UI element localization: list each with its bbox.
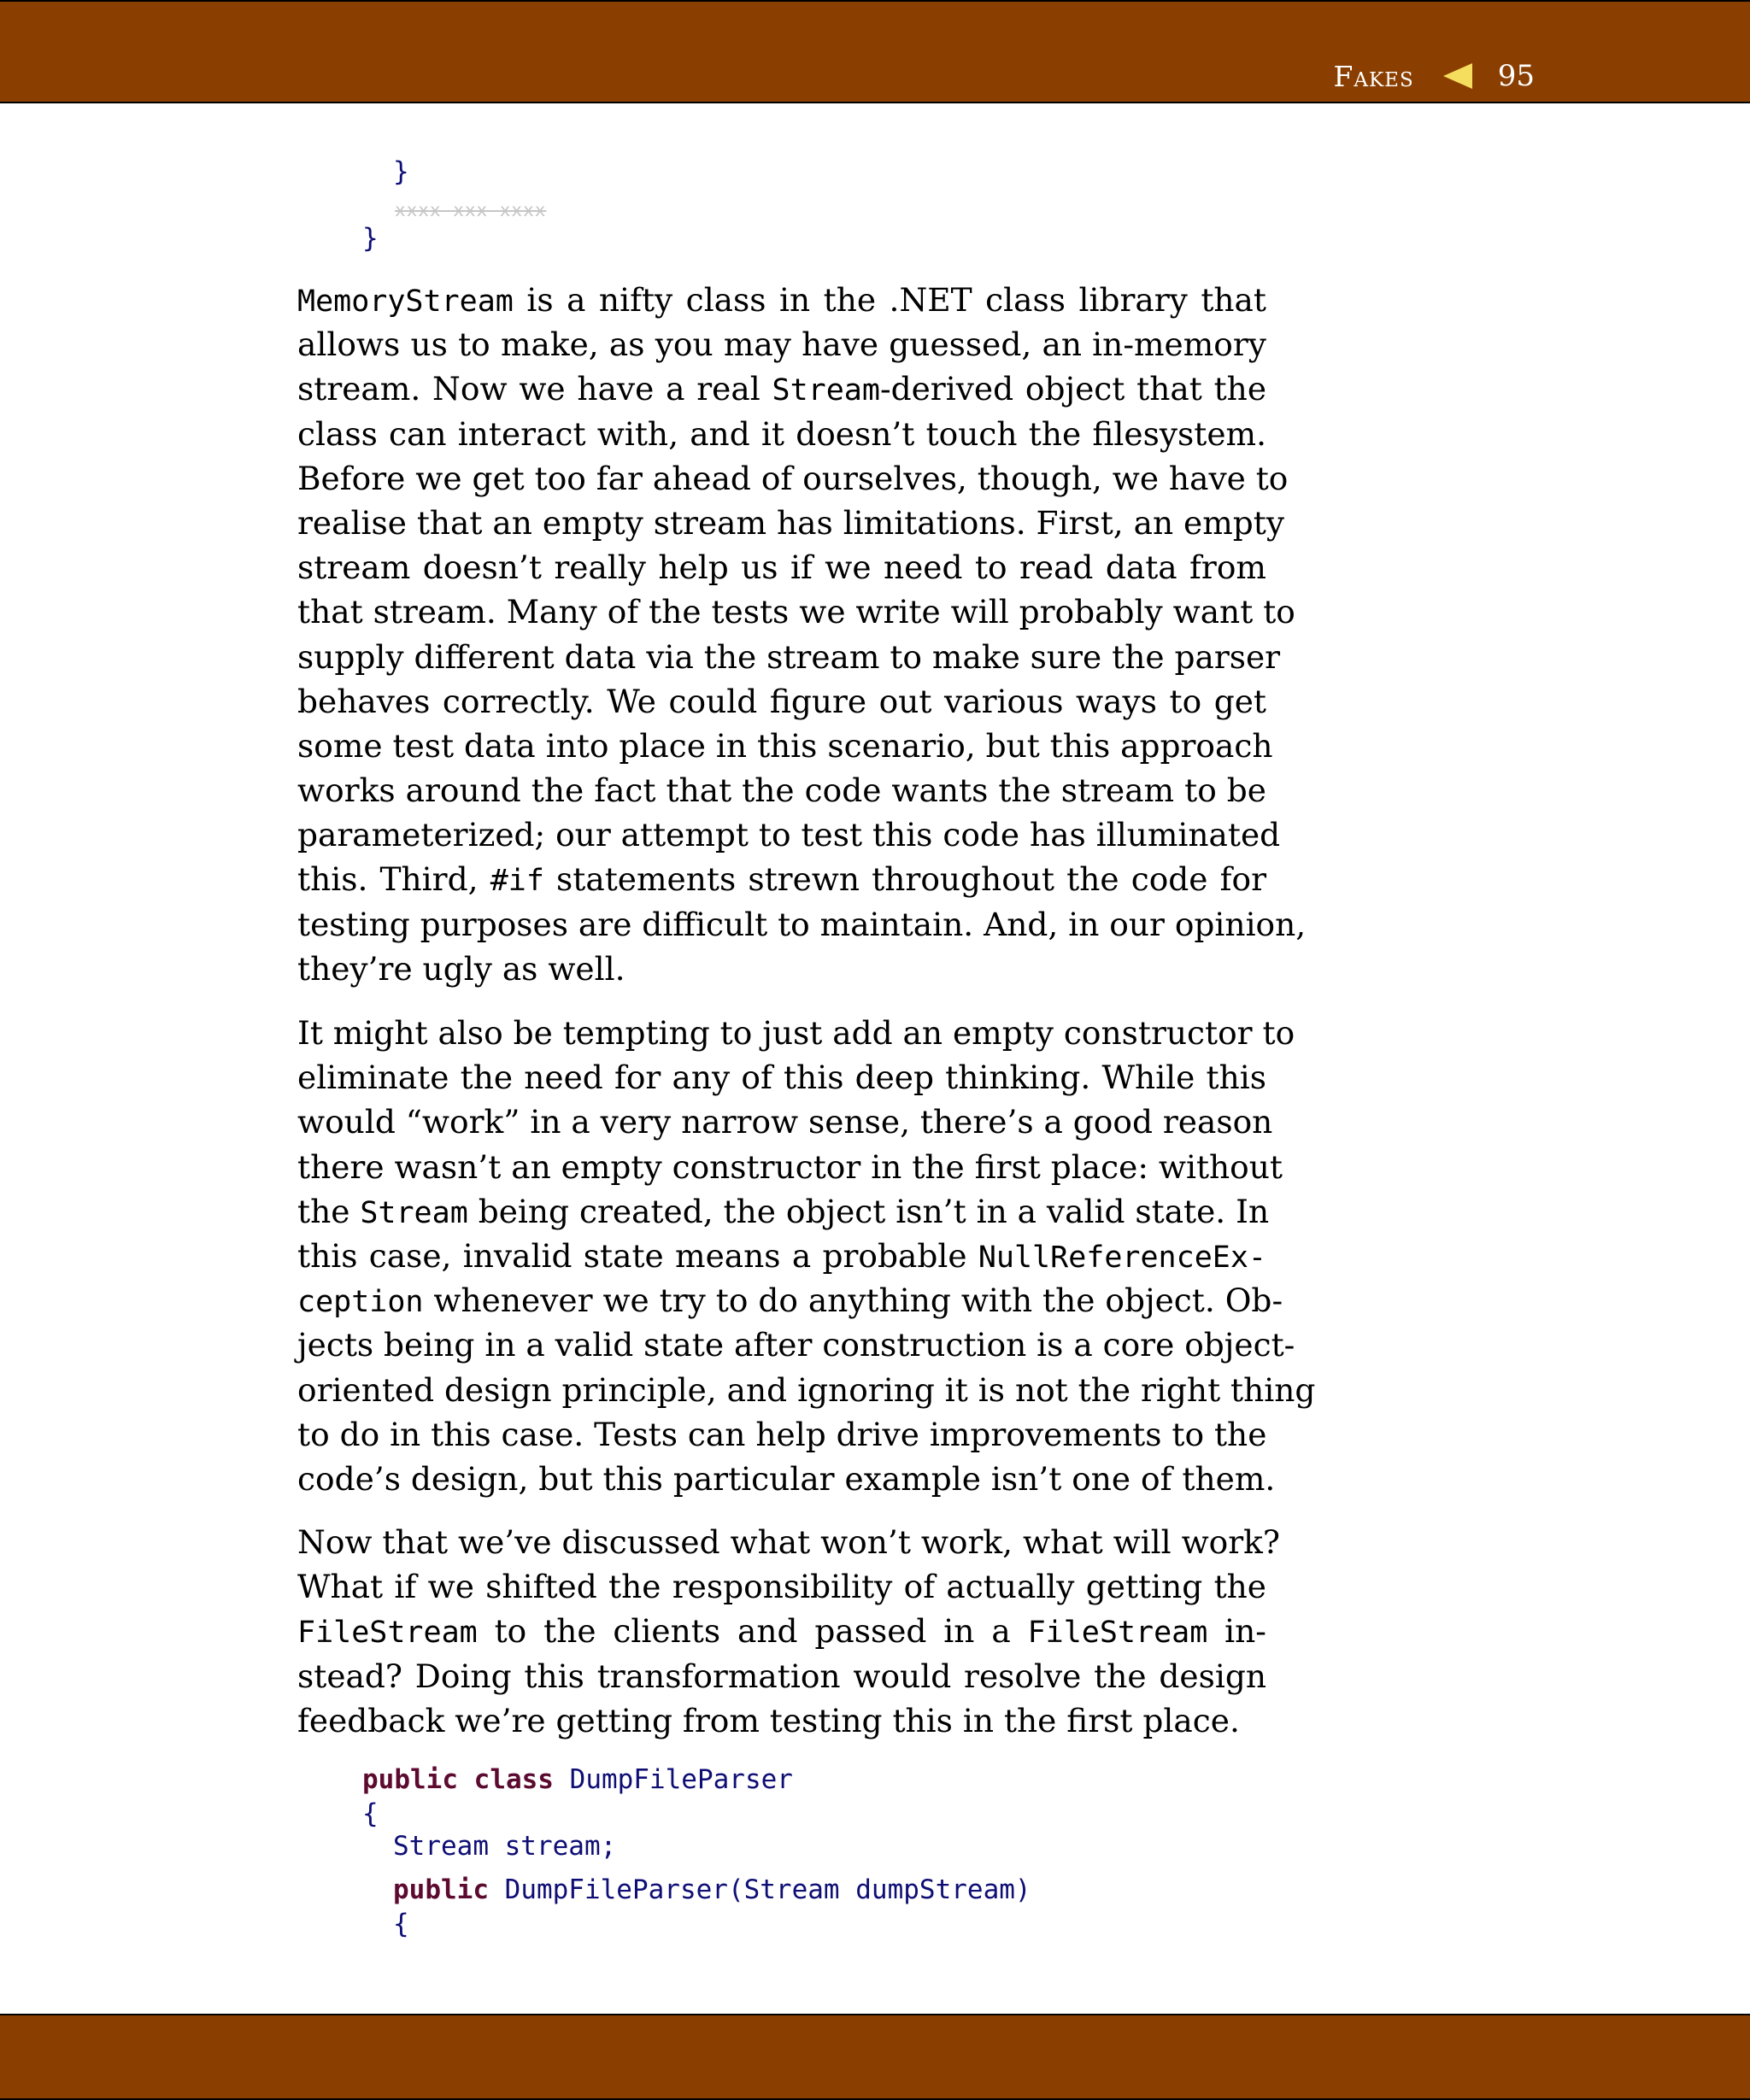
text-run: to the clients and passed in a xyxy=(477,1612,1028,1651)
code-keyword: public xyxy=(393,1874,489,1905)
text-line: some test data into place in this scenario, but this approach xyxy=(297,726,1273,765)
code-line-ctor xyxy=(393,1874,1031,1905)
text-line: code’s design, but this particular example isn’t one of them. xyxy=(297,1459,1276,1498)
text-line: would “work” in a very narrow sense, there’s a good reason xyxy=(297,1103,1273,1141)
text-line: behaves correctly. We could figure out various ways to get xyxy=(297,682,1266,720)
code-keyword: public xyxy=(362,1764,458,1795)
inline-code: NullReferenceEx- xyxy=(978,1240,1266,1275)
text-line xyxy=(297,278,1266,322)
text-run: whenever we try to do anything with the object. Ob- xyxy=(423,1282,1283,1320)
code-inner-close-brace: } xyxy=(393,156,409,187)
text-run: -derived object that the xyxy=(879,370,1267,408)
text-line: works around the fact that the code wants the stream to be xyxy=(297,771,1266,810)
code-class-name: DumpFileParser xyxy=(569,1764,793,1795)
text-line: parameterized; our attempt to test this code has illuminated xyxy=(297,816,1281,854)
code-inner-open-brace: { xyxy=(393,1909,409,1939)
code-open-brace: { xyxy=(362,1798,379,1829)
text-line xyxy=(297,857,1266,901)
text-line: eliminate the need for any of this deep thinking. While this xyxy=(297,1059,1266,1097)
paragraph-what-will-work xyxy=(297,1520,1281,1743)
text-line: feedback we’re getting from testing this in the first place. xyxy=(297,1701,1240,1739)
text-run: being created, the object isn’t in a valid state. In xyxy=(467,1192,1270,1230)
code-struck-comment: xxxx xxx xxxx xyxy=(395,200,547,220)
text-line xyxy=(297,367,1266,411)
text-line xyxy=(297,1609,1266,1653)
text-line: stead? Doing this transformation would resolve the design xyxy=(297,1657,1266,1695)
text-line: to do in this case. Tests can help drive improvements to the xyxy=(297,1415,1267,1453)
text-run: is a nifty class in the .NET class library that xyxy=(513,281,1266,319)
text-line: they’re ugly as well. xyxy=(297,949,625,988)
text-line xyxy=(297,1234,1266,1278)
running-head xyxy=(1333,55,1535,97)
code-outer-close-brace: } xyxy=(362,223,379,254)
text-run: statements strewn throughout the code for xyxy=(543,860,1266,899)
text-line: stream doesn’t really help us if we need to read data from xyxy=(297,548,1266,587)
inline-code: Stream xyxy=(360,1195,468,1230)
text-line: realise that an empty stream has limitations. First, an empty xyxy=(297,503,1285,542)
text-run: stream. Now we have a real xyxy=(297,370,772,408)
text-line: there wasn’t an empty constructor in the first place: without xyxy=(297,1147,1283,1186)
paragraph-empty-constructor xyxy=(297,1011,1316,1501)
paragraph-memorystream xyxy=(297,278,1307,991)
page-number: 95 xyxy=(1497,59,1535,93)
inline-code: FileStream xyxy=(297,1616,478,1651)
code-ctor-signature: DumpFileParser(Stream dumpStream) xyxy=(504,1874,1031,1905)
section-title: Fakes xyxy=(1333,59,1414,93)
text-run: this. Third, xyxy=(297,860,490,899)
text-line: Before we get too far ahead of ourselves, though, we have to xyxy=(297,459,1289,497)
text-run: the xyxy=(297,1192,361,1230)
text-line: What if we shifted the responsibility of actually getting the xyxy=(297,1568,1266,1606)
code-keyword: class xyxy=(473,1764,554,1795)
code-field-decl: Stream stream; xyxy=(393,1831,617,1862)
text-line: oriented design principle, and ignoring it is not the right thing xyxy=(297,1370,1316,1409)
text-run: this case, invalid state means a probable xyxy=(297,1236,978,1275)
previous-page-arrow-icon[interactable] xyxy=(1443,63,1472,89)
inline-code: ception xyxy=(297,1285,424,1320)
text-line: jects being in a valid state after construction is a core object- xyxy=(297,1326,1295,1364)
inline-code: FileStream xyxy=(1027,1616,1208,1651)
text-line xyxy=(297,1189,1270,1234)
text-line: supply different data via the stream to make sure the parser xyxy=(297,637,1281,676)
text-line: Now that we’ve discussed what won’t work, what will work? xyxy=(297,1523,1281,1561)
text-line: testing purposes are difficult to maintain. And, in our opinion, xyxy=(297,905,1307,943)
text-line: that stream. Many of the tests we write will probably want to xyxy=(297,593,1295,631)
text-line: class can interact with, and it doesn’t touch the filesystem. xyxy=(297,414,1266,453)
inline-code: MemoryStream xyxy=(297,284,514,319)
text-line: It might also be tempting to just add an empty constructor to xyxy=(297,1014,1295,1052)
inline-code: Stream xyxy=(772,373,880,408)
code-line-class-decl xyxy=(362,1764,793,1795)
text-line: allows us to make, as you may have guessed, an in-memory xyxy=(297,326,1266,364)
footer-bar xyxy=(0,2014,1750,2100)
text-line xyxy=(297,1278,1283,1323)
text-run: in- xyxy=(1207,1612,1266,1651)
inline-code: #if xyxy=(490,864,544,899)
